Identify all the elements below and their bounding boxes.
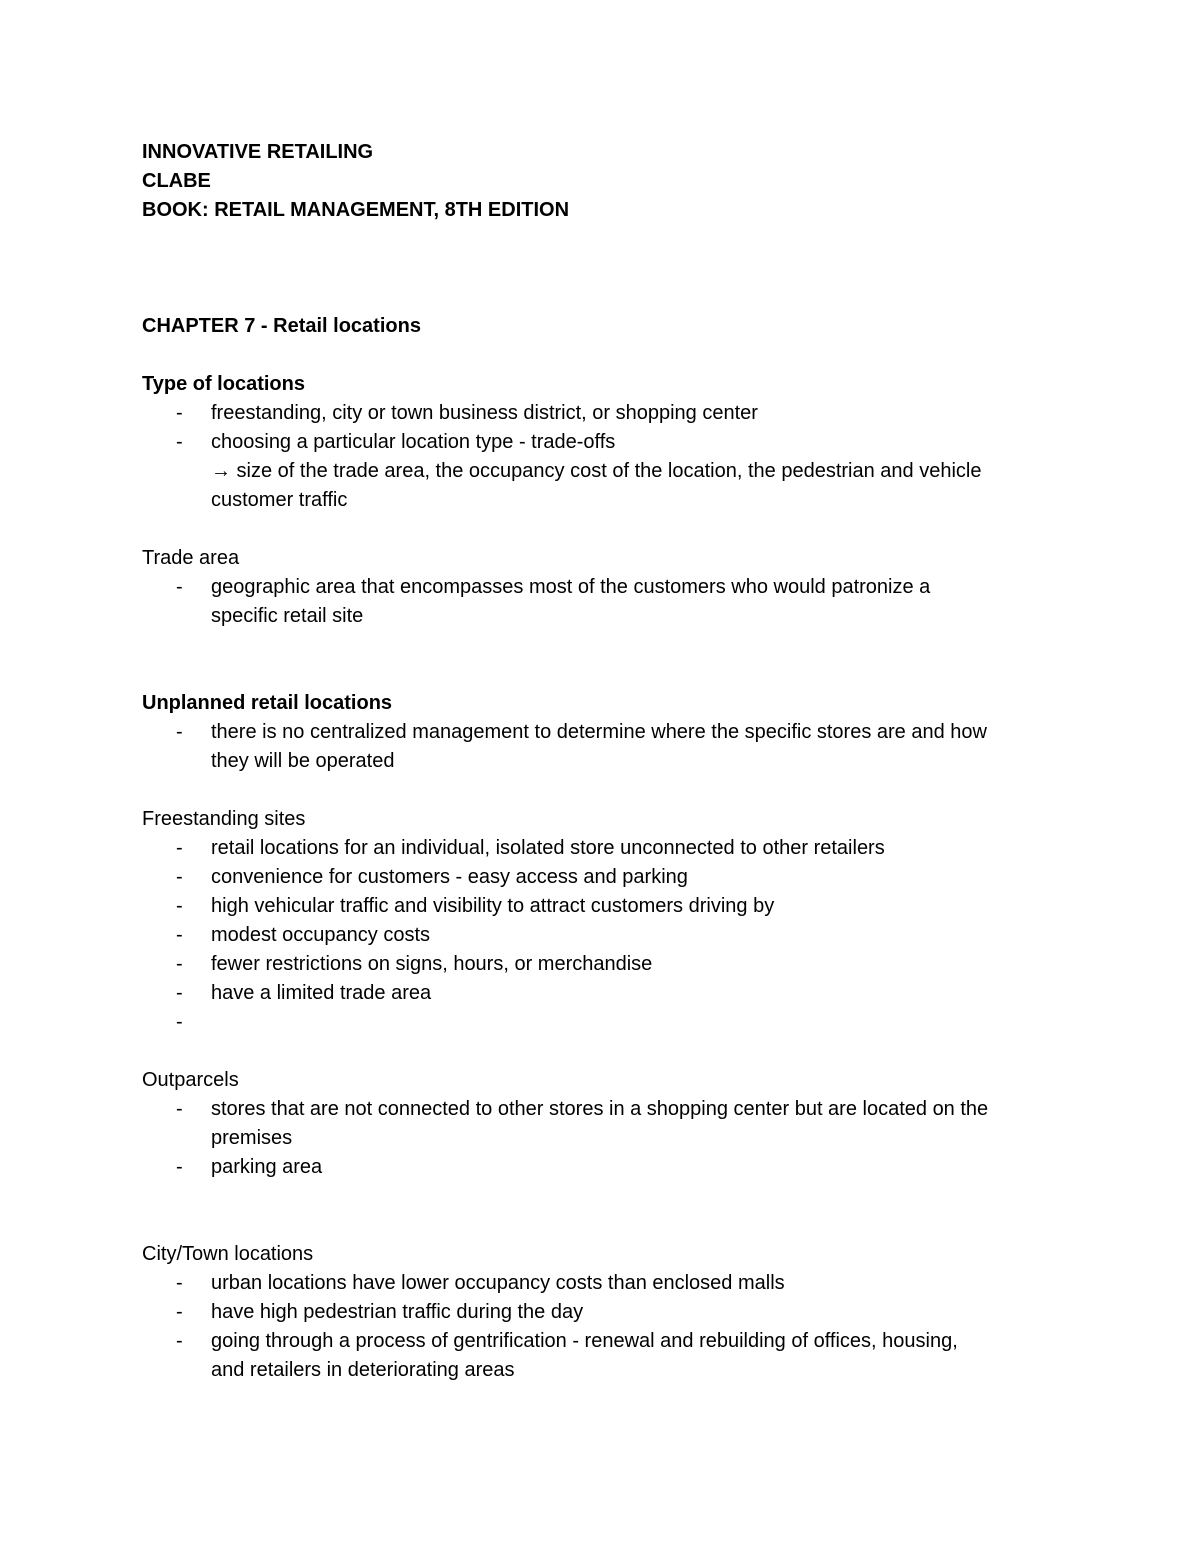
bullet-dash: - xyxy=(176,576,183,598)
list-item xyxy=(142,1327,1072,1385)
list-item-text: retail locations for an individual, isolated store unconnected to other retailers xyxy=(211,837,885,859)
instructor-name: CLABE xyxy=(142,170,211,192)
list-item xyxy=(142,892,1072,921)
section-title-outparcels: Outparcels xyxy=(142,1069,239,1091)
list-item-text: parking area xyxy=(211,1156,323,1178)
list-item-text-continued: specific retail site xyxy=(211,605,364,627)
list-item-text: high vehicular traffic and visibility to attract customers driving by xyxy=(211,895,775,917)
list-item xyxy=(142,428,1072,457)
bullet-dash: - xyxy=(176,1330,183,1352)
list-item xyxy=(142,979,1072,1008)
bullet-dash: - xyxy=(176,953,183,975)
list-item xyxy=(142,1153,1072,1182)
arrow-note-line: → size of the trade area, the occupancy cost of the location, the pedestrian and vehicle xyxy=(211,460,982,482)
list-item-text: stores that are not connected to other stores in a shopping center but are located on the xyxy=(211,1098,989,1120)
section-title-trade-area: Trade area xyxy=(142,547,240,569)
list-item-text-continued: premises xyxy=(211,1127,293,1149)
course-title: INNOVATIVE RETAILING xyxy=(142,141,374,163)
bullet-dash: - xyxy=(176,866,183,888)
list-item-text-continued: they will be operated xyxy=(211,750,395,772)
list-item xyxy=(142,950,1072,979)
bullet-list-city-town-locations xyxy=(142,1269,1072,1385)
list-item-text-continued: and retailers in deteriorating areas xyxy=(211,1359,515,1381)
bullet-dash: - xyxy=(176,1156,183,1178)
list-item xyxy=(142,1095,1072,1153)
chapter-title: CHAPTER 7 - Retail locations xyxy=(142,315,421,337)
list-item-text: geographic area that encompasses most of the customers who would patronize a xyxy=(211,576,931,598)
bullet-dash: - xyxy=(176,1098,183,1120)
list-item xyxy=(142,718,1072,776)
list-item-text: have a limited trade area xyxy=(211,982,432,1004)
book-title: BOOK: RETAIL MANAGEMENT, 8TH EDITION xyxy=(142,199,570,221)
bullet-list-type-of-locations xyxy=(142,399,1072,457)
bullet-dash: - xyxy=(176,924,183,946)
list-item-text: fewer restrictions on signs, hours, or merchandise xyxy=(211,953,653,975)
list-item-text: choosing a particular location type - trade-offs xyxy=(211,431,616,453)
arrow-note-line: customer traffic xyxy=(211,489,348,511)
list-item-text: have high pedestrian traffic during the day xyxy=(211,1301,584,1323)
bullet-dash: - xyxy=(176,982,183,1004)
bullet-list-trade-area xyxy=(142,573,1072,631)
list-item-text: urban locations have lower occupancy costs than enclosed malls xyxy=(211,1272,785,1294)
bullet-list-freestanding-sites xyxy=(142,834,1072,1037)
list-item-empty xyxy=(142,1008,1072,1037)
bullet-dash: - xyxy=(176,1272,183,1294)
list-item-text: modest occupancy costs xyxy=(211,924,430,946)
bullet-list-unplanned-retail-locations xyxy=(142,718,1072,776)
list-item-text: there is no centralized management to determine where the specific stores are and how xyxy=(211,721,987,743)
bullet-dash: - xyxy=(176,402,183,424)
list-item-text: going through a process of gentrification - renewal and rebuilding of offices, housing, xyxy=(211,1330,958,1352)
list-item-text: freestanding, city or town business district, or shopping center xyxy=(211,402,758,424)
bullet-dash: - xyxy=(176,1301,183,1323)
list-item xyxy=(142,863,1072,892)
list-item xyxy=(142,573,1072,631)
bullet-list-outparcels xyxy=(142,1095,1072,1182)
section-title-unplanned-retail-locations: Unplanned retail locations xyxy=(142,692,393,714)
bullet-dash: - xyxy=(176,431,183,453)
document-body xyxy=(142,138,1072,1385)
section-title-freestanding-sites: Freestanding sites xyxy=(142,808,306,830)
list-item xyxy=(142,921,1072,950)
bullet-dash: - xyxy=(176,837,183,859)
list-item xyxy=(142,1298,1072,1327)
section-title-type-of-locations: Type of locations xyxy=(142,373,305,395)
bullet-dash: - xyxy=(176,721,183,743)
bullet-dash: - xyxy=(176,1011,183,1033)
list-item xyxy=(142,1269,1072,1298)
bullet-dash: - xyxy=(176,895,183,917)
list-item xyxy=(142,834,1072,863)
list-item xyxy=(142,399,1072,428)
list-item-text: convenience for customers - easy access and parking xyxy=(211,866,688,888)
section-title-city-town-locations: City/Town locations xyxy=(142,1243,314,1265)
